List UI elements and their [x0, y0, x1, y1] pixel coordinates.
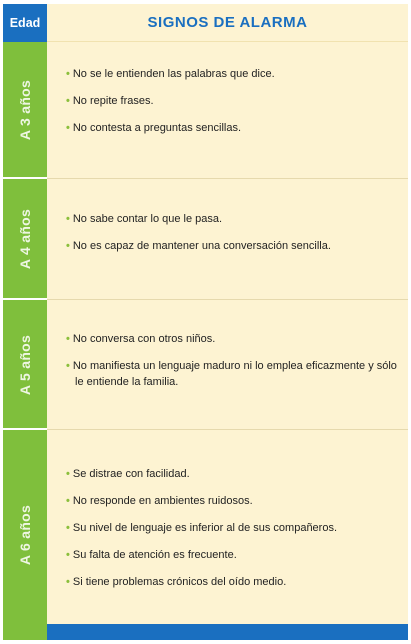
list-item: • Su nivel de lenguaje es inferior al de sus compañeros. — [66, 522, 338, 534]
bullet-icon: • — [66, 95, 70, 107]
bullet-icon: • — [66, 240, 70, 252]
age-cell-5 — [3, 300, 47, 429]
footer-bar — [47, 624, 408, 640]
bullet-icon: • — [66, 495, 70, 507]
bullet-icon: • — [66, 68, 70, 80]
list-item: • Se distrae con facilidad. — [66, 468, 190, 480]
bullet-icon: • — [66, 213, 70, 225]
list-item: • No repite frases. — [66, 95, 154, 107]
list-item: • Si tiene problemas crónicos del oído medio. — [66, 576, 287, 588]
age-cell-4 — [3, 179, 47, 299]
age-label-6: A 6 años — [17, 504, 33, 566]
age-label-3: A 3 años — [17, 79, 33, 141]
bullet-icon: • — [66, 360, 70, 372]
age-label-4: A 4 años — [17, 208, 33, 270]
bullet-icon: • — [66, 522, 70, 534]
bullet-icon: • — [66, 122, 70, 134]
list-item: • No manifiesta un lenguaje maduro ni lo emplea eficazmente y sólo le entiende la familia. — [66, 360, 397, 388]
row-separator — [47, 429, 408, 430]
bullet-icon: • — [66, 468, 70, 480]
age-cell-6 — [3, 430, 47, 640]
row-separator — [47, 178, 408, 179]
age-cell-3 — [3, 42, 47, 178]
list-item: • No sabe contar lo que le pasa. — [66, 213, 223, 225]
list-item: • No contesta a preguntas sencillas. — [66, 122, 242, 134]
list-item: • No responde en ambientes ruidosos. — [66, 495, 253, 507]
list-item: • Su falta de atención es frecuente. — [66, 549, 237, 561]
age-label-5: A 5 años — [17, 334, 33, 395]
bullet-icon: • — [66, 576, 70, 588]
row-separator — [47, 299, 408, 300]
age-column-header: Edad — [3, 4, 47, 42]
list-item: • No conversa con otros niños. — [66, 333, 216, 345]
list-item: • No se le entienden las palabras que dice. — [66, 68, 275, 80]
bullet-icon: • — [66, 549, 70, 561]
list-item: • No es capaz de mantener una conversación sencilla. — [66, 240, 331, 252]
table-title: SIGNOS DE ALARMA — [47, 4, 408, 42]
bullet-icon: • — [66, 333, 70, 345]
